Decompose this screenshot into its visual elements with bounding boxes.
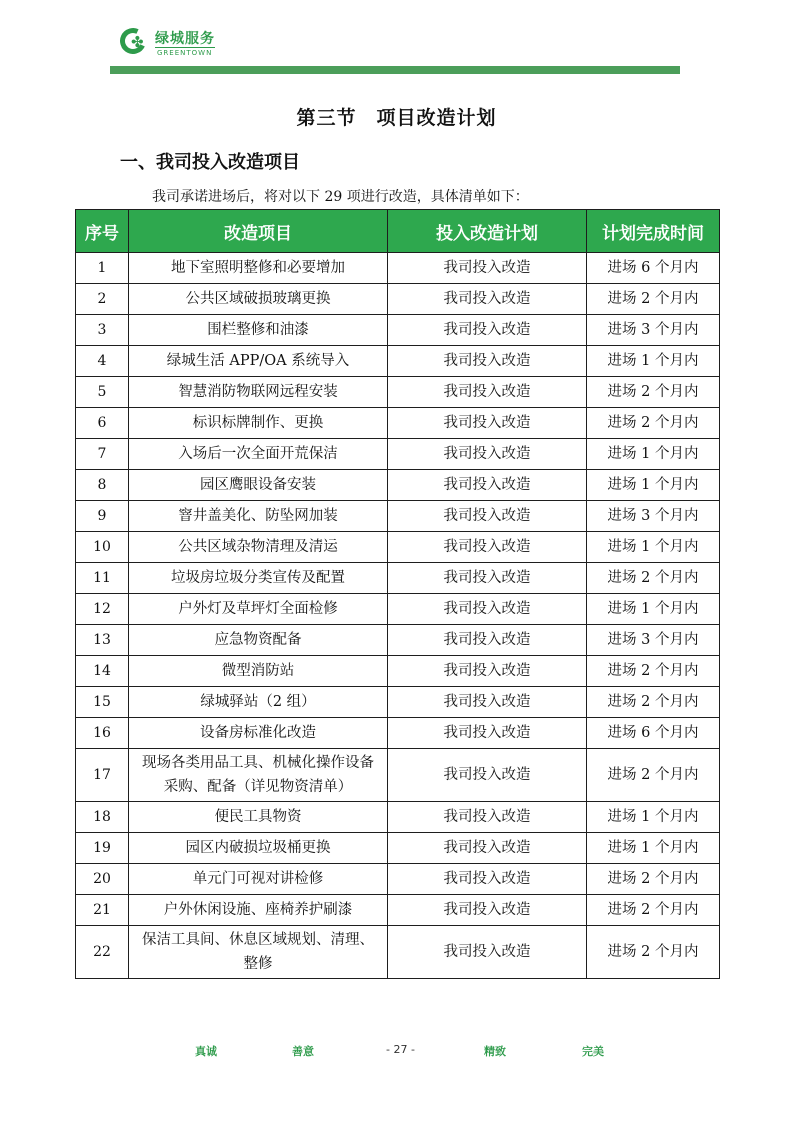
row-item: 绿城生活 APP/OA 系统导入 [129,346,388,377]
row-item: 地下室照明整修和必要增加 [129,253,388,284]
row-deadline: 进场 2 个月内 [587,656,720,687]
row-index: 19 [76,833,129,864]
row-item: 户外休闲设施、座椅养护刷漆 [129,895,388,926]
subsection-title: 一、我司投入改造项目 [120,152,300,173]
row-plan: 我司投入改造 [388,687,587,718]
row-plan: 我司投入改造 [388,284,587,315]
row-deadline: 进场 1 个月内 [587,594,720,625]
row-item: 园区鹰眼设备安装 [129,470,388,501]
row-plan: 我司投入改造 [388,833,587,864]
table-row [76,470,720,501]
row-index: 18 [76,802,129,833]
table-row [76,749,720,802]
row-plan: 我司投入改造 [388,926,587,979]
row-item: 户外灯及草坪灯全面检修 [129,594,388,625]
row-plan: 我司投入改造 [388,253,587,284]
row-plan: 我司投入改造 [388,895,587,926]
row-item: 设备房标准化改造 [129,718,388,749]
row-plan: 我司投入改造 [388,563,587,594]
row-index: 11 [76,563,129,594]
row-deadline: 进场 2 个月内 [587,377,720,408]
row-plan: 我司投入改造 [388,625,587,656]
row-plan: 我司投入改造 [388,749,587,802]
table-row [76,926,720,979]
row-index: 22 [76,926,129,979]
column-header-item: 改造项目 [129,210,388,253]
logo-text-en: GREENTOWN [155,47,215,58]
table-row [76,284,720,315]
row-deadline: 进场 1 个月内 [587,439,720,470]
row-item: 垃圾房垃圾分类宣传及配置 [129,563,388,594]
clover-logo-icon: ✤ [120,28,152,60]
row-item: 单元门可视对讲检修 [129,864,388,895]
row-index: 5 [76,377,129,408]
row-plan: 我司投入改造 [388,718,587,749]
table-row [76,895,720,926]
row-deadline: 进场 6 个月内 [587,253,720,284]
row-index: 4 [76,346,129,377]
row-index: 12 [76,594,129,625]
table-row [76,718,720,749]
row-index: 8 [76,470,129,501]
row-plan: 我司投入改造 [388,408,587,439]
row-deadline: 进场 2 个月内 [587,563,720,594]
table-row [76,377,720,408]
row-deadline: 进场 2 个月内 [587,895,720,926]
row-deadline: 进场 6 个月内 [587,718,720,749]
row-deadline: 进场 1 个月内 [587,833,720,864]
row-item: 微型消防站 [129,656,388,687]
row-deadline: 进场 1 个月内 [587,470,720,501]
footer-word: 完美 [582,1045,604,1058]
row-item: 园区内破损垃圾桶更换 [129,833,388,864]
row-deadline: 进场 3 个月内 [587,625,720,656]
table-row [76,315,720,346]
header-divider [110,66,680,74]
row-deadline: 进场 3 个月内 [587,315,720,346]
row-plan: 我司投入改造 [388,656,587,687]
table-row [76,563,720,594]
row-item: 便民工具物资 [129,802,388,833]
row-index: 9 [76,501,129,532]
table-row [76,864,720,895]
row-deadline: 进场 2 个月内 [587,864,720,895]
table-row [76,346,720,377]
row-index: 20 [76,864,129,895]
row-item: 窨井盖美化、防坠网加装 [129,501,388,532]
row-index: 3 [76,315,129,346]
page-number: - 27 - [386,1043,415,1056]
row-item: 入场后一次全面开荒保洁 [129,439,388,470]
row-item: 现场各类用品工具、机械化操作设备采购、配备（详见物资清单） [129,749,388,802]
row-index: 2 [76,284,129,315]
table-row [76,594,720,625]
section-title: 第三节 项目改造计划 [296,107,497,129]
row-deadline: 进场 3 个月内 [587,501,720,532]
row-plan: 我司投入改造 [388,377,587,408]
row-plan: 我司投入改造 [388,802,587,833]
row-item: 绿城驿站（2 组） [129,687,388,718]
renovation-plan-table [75,209,720,979]
row-item: 保洁工具间、休息区域规划、清理、整修 [129,926,388,979]
row-plan: 我司投入改造 [388,594,587,625]
logo-text-cn: 绿城服务 [155,30,215,47]
row-item: 围栏整修和油漆 [129,315,388,346]
table-row [76,532,720,563]
row-index: 1 [76,253,129,284]
row-plan: 我司投入改造 [388,501,587,532]
table-row [76,253,720,284]
table-row [76,501,720,532]
row-index: 21 [76,895,129,926]
column-header-plan: 投入改造计划 [388,210,587,253]
table-row [76,802,720,833]
column-header-deadline: 计划完成时间 [587,210,720,253]
table-row [76,625,720,656]
row-item: 标识标牌制作、更换 [129,408,388,439]
table-row [76,439,720,470]
row-plan: 我司投入改造 [388,532,587,563]
footer-word: 真诚 [195,1045,217,1058]
table-row [76,408,720,439]
table-header-row [76,210,720,253]
row-plan: 我司投入改造 [388,439,587,470]
row-deadline: 进场 2 个月内 [587,926,720,979]
row-index: 16 [76,718,129,749]
row-item: 智慧消防物联网远程安装 [129,377,388,408]
row-index: 14 [76,656,129,687]
table-row [76,833,720,864]
row-deadline: 进场 1 个月内 [587,346,720,377]
row-index: 6 [76,408,129,439]
row-item: 公共区域破损玻璃更换 [129,284,388,315]
row-plan: 我司投入改造 [388,315,587,346]
row-plan: 我司投入改造 [388,346,587,377]
intro-paragraph: 我司承诺进场后，将对以下 29 项进行改造，具体清单如下： [152,189,529,205]
row-item: 应急物资配备 [129,625,388,656]
footer-word: 善意 [292,1045,314,1058]
table-row [76,687,720,718]
table-row [76,656,720,687]
row-deadline: 进场 2 个月内 [587,408,720,439]
row-plan: 我司投入改造 [388,864,587,895]
row-index: 7 [76,439,129,470]
footer-word: 精致 [484,1045,506,1058]
row-index: 13 [76,625,129,656]
row-deadline: 进场 1 个月内 [587,802,720,833]
page-header [110,26,680,76]
column-header-index: 序号 [76,210,129,253]
row-deadline: 进场 1 个月内 [587,532,720,563]
page-footer [0,1043,793,1063]
row-index: 17 [76,749,129,802]
row-deadline: 进场 2 个月内 [587,749,720,802]
greentown-logo [120,28,215,60]
row-plan: 我司投入改造 [388,470,587,501]
row-item: 公共区域杂物清理及清运 [129,532,388,563]
row-deadline: 进场 2 个月内 [587,687,720,718]
row-deadline: 进场 2 个月内 [587,284,720,315]
row-index: 15 [76,687,129,718]
row-index: 10 [76,532,129,563]
